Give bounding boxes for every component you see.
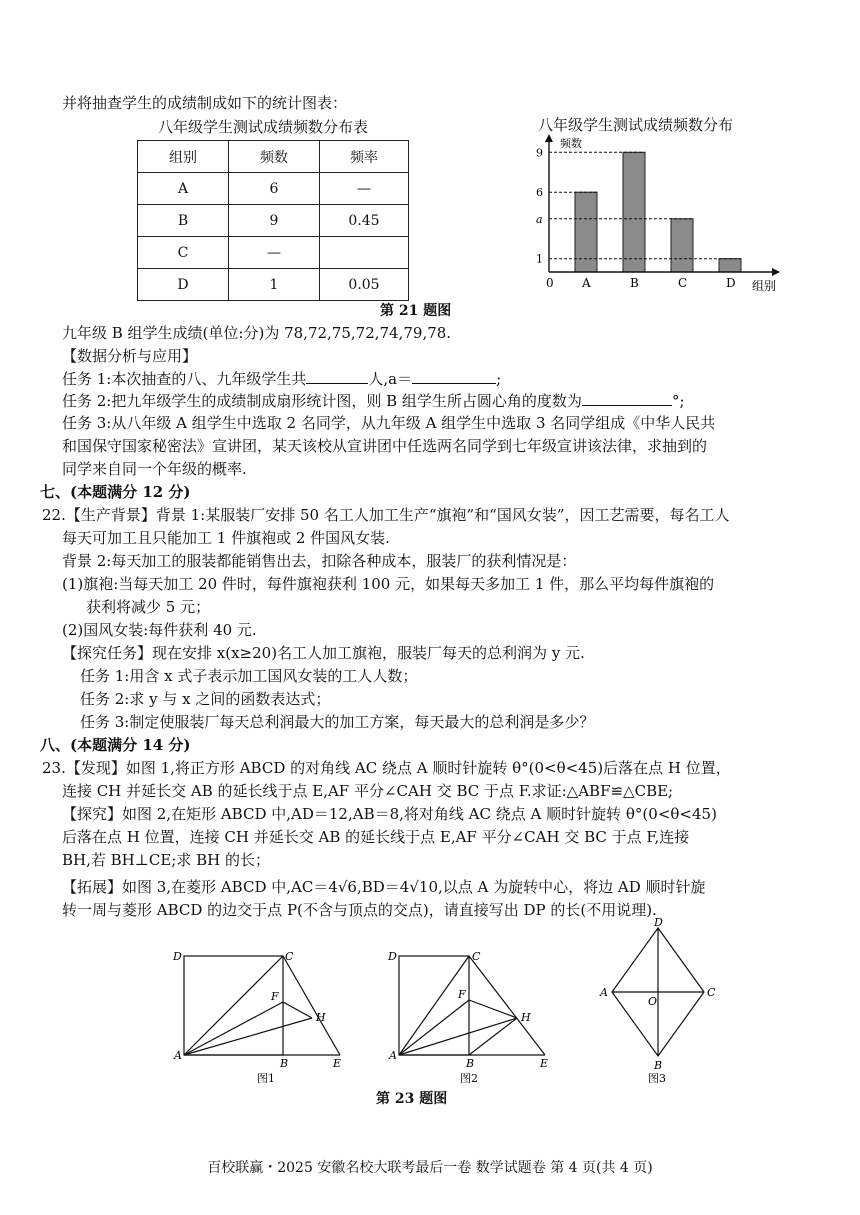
answer-blank [306,369,368,384]
y-tick-label: 9 [536,146,543,160]
q22-line7: 【探究任务】现在安排 x(x≥20)名工人加工旗袍，服装厂每天的总利润为 y 元. [62,644,585,662]
x-axis-label: 组别 [752,279,777,293]
table-title: 八年级学生测试成绩频数分布表 [158,118,369,136]
q21-task3-line1: 任务 3:从八年级 A 组学生中选取 2 名同学，从九年级 A 组学生中选取 3 名同学组成《中华人民共 [62,414,716,432]
label-b: B [280,1057,289,1070]
q21-task1-text-a: 任务 1:本次抽查的八、九年级学生共 [62,370,307,388]
table-cell: 9 [229,205,320,237]
x-tick-label: A [582,276,591,290]
answer-blank [412,369,496,384]
q21-task3-line3: 同学来自同一个年级的概率. [62,460,247,478]
table-row [138,269,409,301]
q23-line4: 后落在点 H 位置，连接 CH 并延长交 AB 的延长线于点 E,AF 平分∠CAH 交 BC 于点 F,连接 [62,828,690,846]
bar-chart [520,132,800,294]
figure21-caption: 第 21 题图 [380,303,452,319]
label-c: C [472,950,481,963]
y-axis-label: 频数 [560,137,582,150]
page-footer: 百校联赢・2025 安徽名校大联考最后一卷 数学试题卷 第 4 页(共 4 页) [207,1160,653,1176]
table-cell: — [320,173,409,205]
table-header-row [138,141,409,173]
q21-task1 [62,369,501,388]
table-header-cell: 组别 [138,141,229,173]
q21-grade9-data: 九年级 B 组学生成绩(单位:分)为 78,72,75,72,74,79,78. [62,324,452,342]
section8-title: 八、(本题满分 14 分) [40,736,191,754]
q21-section-title: 【数据分析与应用】 [62,347,198,365]
table-cell: 0.05 [320,269,409,301]
label-b: B [654,1059,663,1072]
label-f: F [271,990,279,1003]
line-ah [399,1018,517,1055]
table-cell: 0.45 [320,205,409,237]
bar-B [623,152,645,272]
q23-line3: 【探究】如图 2,在矩形 ABCD 中,AD＝12,AB＝8,将对角线 AC 绕点 A 顺时针旋转 θ°(0<θ<45) [62,805,717,823]
label-a: A [389,1049,397,1062]
y-axis-arrow [545,134,553,142]
fig1-caption: 图1 [257,1072,275,1085]
x-tick-label: D [726,276,736,290]
bar-A [575,192,597,272]
label-b: B [466,1057,475,1070]
y-tick-label: 1 [536,252,543,266]
q22-line3: 背景 2:每天加工的服装都能销售出去，扣除各种成本，服装厂的获利情况是： [62,552,577,570]
q22-line2: 每天可加工且只能加工 1 件旗袍或 2 件国风女装. [62,529,390,547]
chart-title: 八年级学生测试成绩频数分布 [538,116,734,134]
q21-task2 [62,391,685,410]
label-d: D [654,918,663,929]
q21-task2-text-a: 任务 2:把九年级学生的成绩制成扇形统计图，则 B 组学生所占圆心角的度数为 [62,392,582,410]
label-h: H [521,1011,531,1024]
x-tick-label: C [678,276,688,290]
answer-blank [582,391,672,406]
x-tick-label: B [630,276,639,290]
q22-line9: 任务 2:求 y 与 x 之间的函数表达式； [80,690,331,708]
table-cell: D [138,269,229,301]
table-cell: C [138,237,229,269]
label-a: A [174,1049,182,1062]
q21-task3-line2: 和国保守国家秘密法》宣讲团，某天该校从宣讲团中任选两名同学到七年级宣讲该法律，求抽到的 [62,437,708,455]
q22-line4: (1)旗袍:当每天加工 20 件时，每件旗袍获利 100 元，如果每天多加工 1 件，那么平均每件旗袍的 [62,575,715,593]
q23-line2: 连接 CH 并延长交 AB 的延长线于点 E,AF 平分∠CAH 交 BC 于点 F.求证:△ABF≌△CBE; [62,782,674,800]
line-ce [283,956,340,1055]
q22-line5: 获利将减少 5 元； [86,598,211,616]
q22-line8: 任务 1:用含 x 式子表示加工国风女装的工人人数； [80,667,418,685]
figure23-caption: 第 23 题图 [376,1091,448,1107]
label-h: H [316,1011,326,1024]
table-row [138,173,409,205]
x-axis-arrow [772,268,780,276]
intro-line: 并将抽查学生的成绩制成如下的统计图表： [62,94,348,112]
label-c: C [285,950,294,963]
q23-line7: 转一周与菱形 ABCD 的边交于点 P(不含与顶点的交点)，请直接写出 DP 的长(不用说理). [62,901,657,919]
q23-line1: 23.【发现】如图 1,将正方形 ABCD 的对角线 AC 绕点 A 顺时针旋转 θ°(0<θ<45)后落在点 H 位置， [42,759,731,777]
line-af [399,1000,469,1055]
fig2-caption: 图2 [460,1072,478,1085]
q21-task1-text-b: 人,a＝ [368,370,413,388]
table-cell [320,237,409,269]
label-c: C [707,986,716,999]
q23-line5: BH,若 BH⊥CE;求 BH 的长； [62,851,270,869]
line-af [184,1002,283,1055]
bar-C [671,219,693,272]
frequency-table [137,140,409,301]
table-header-cell: 频率 [320,141,409,173]
figure-1 [170,948,350,1088]
q21-task1-text-c: ; [496,370,502,388]
label-d: D [388,950,397,963]
q23-line6: 【拓展】如图 3,在菱形 ABCD 中,AC＝4√6,BD＝4√10,以点 A 为旋转中心，将边 AD 顺时针旋 [62,878,706,896]
label-d: D [173,950,182,963]
y-tick-label: 6 [536,186,543,200]
line-ce [469,956,545,1055]
label-f: F [458,988,466,1001]
y-tick-label: a [536,212,543,226]
label-e: E [540,1057,549,1070]
q21-task2-text-b: °; [671,392,685,410]
q22-line1: 22.【生产背景】背景 1:某服装厂安排 50 名工人加工生产“旗袍”和“国风女装”，因工艺需要，每名工人 [42,506,730,524]
line-bh [469,1018,517,1055]
q22-line6: (2)国风女装:每件获利 40 元. [62,621,257,639]
label-a: A [600,986,608,999]
table-cell: A [138,173,229,205]
table-header-cell: 频数 [229,141,320,173]
figure-2 [385,948,565,1088]
table-cell: 1 [229,269,320,301]
table-row [138,237,409,269]
q22-line10: 任务 3:制定使服装厂每天总利润最大的加工方案，每天最大的总利润是多少？ [80,713,595,731]
table-cell: B [138,205,229,237]
table-cell: — [229,237,320,269]
section7-title: 七、(本题满分 12 分) [40,483,191,501]
figure-3 [590,918,730,1088]
table-cell: 6 [229,173,320,205]
table-row [138,205,409,237]
fig3-caption: 图3 [648,1072,666,1085]
label-o: O [648,995,658,1008]
origin-label: 0 [546,276,554,290]
label-e: E [333,1057,342,1070]
diagonal-ac [399,956,469,1055]
bar-D [719,259,741,272]
line-fh [283,1002,312,1018]
